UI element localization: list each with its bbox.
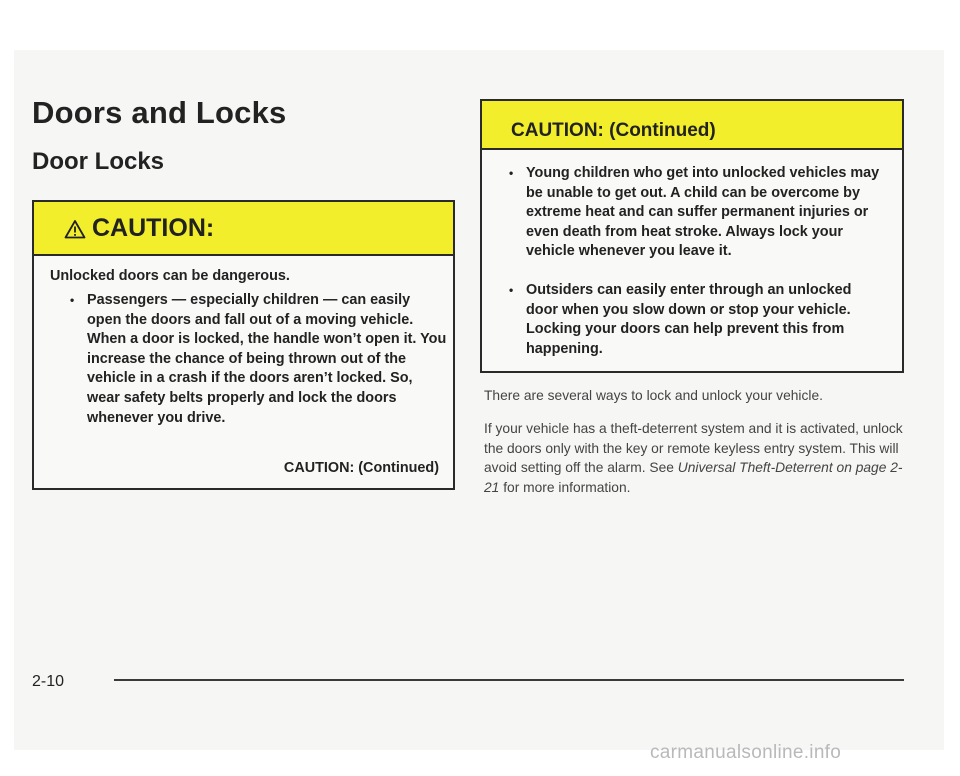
paragraph-text: If your vehicle has a theft-deterrent system and it is activated, unlock the doors only with the key or remote keyless entry system. This will avoid setting off the alarm. See (484, 421, 903, 475)
bullet-icon: • (70, 293, 75, 307)
caution-header-label: CAUTION: (92, 214, 215, 242)
caution-bullet-text: Passengers — especially children — can easily open the doors and fall out of a moving vehicle. When a door is locked, the handle won’t open it. You increase the chance of being thrown out of the vehicle in a crash if the doors aren’t locked. So, wear safety belts properly and lock the doors whenever you drive. (87, 292, 447, 426)
caution-box-left (32, 200, 455, 490)
caution-header-band (34, 202, 453, 256)
body-paragraph (484, 419, 904, 497)
caution-continued-label: CAUTION: (Continued) (283, 460, 439, 476)
caution-bullet (70, 291, 447, 428)
bullet-icon: • (509, 283, 514, 297)
site-watermark: carmanualsonline.info (650, 742, 842, 763)
caution-bullet-text: Young children who get into unlocked vehicles may be unable to get out. A child can be overcome by extreme heat and can suffer permanent injuries or even death from heat stroke. Always lock your vehicle whenever you leave it. (526, 165, 880, 260)
cross-reference-link[interactable]: Universal Theft-Deterrent on page 2-21 (484, 460, 903, 495)
body-paragraph: There are several ways to lock and unlock your vehicle. (484, 388, 823, 403)
caution-bullet-text: Outsiders can easily enter through an unlocked door when you slow down or stop your vehicle. Locking your doors can help prevent this from happening. (526, 282, 852, 357)
subsection-title: Door Locks (32, 148, 165, 175)
warning-triangle-icon (64, 205, 86, 257)
caution-bullet (509, 164, 886, 262)
caution-intro: Unlocked doors can be dangerous. (50, 268, 290, 284)
bullet-icon: • (509, 166, 514, 180)
footer-rule (114, 679, 904, 681)
paragraph-text: for more information. (499, 479, 631, 495)
section-title: Doors and Locks (32, 95, 287, 130)
page-number: 2-10 (32, 673, 65, 690)
caution-bullet (509, 281, 886, 359)
caution-box-right (480, 99, 904, 373)
caution-continued-header: CAUTION: (Continued) (482, 101, 902, 150)
